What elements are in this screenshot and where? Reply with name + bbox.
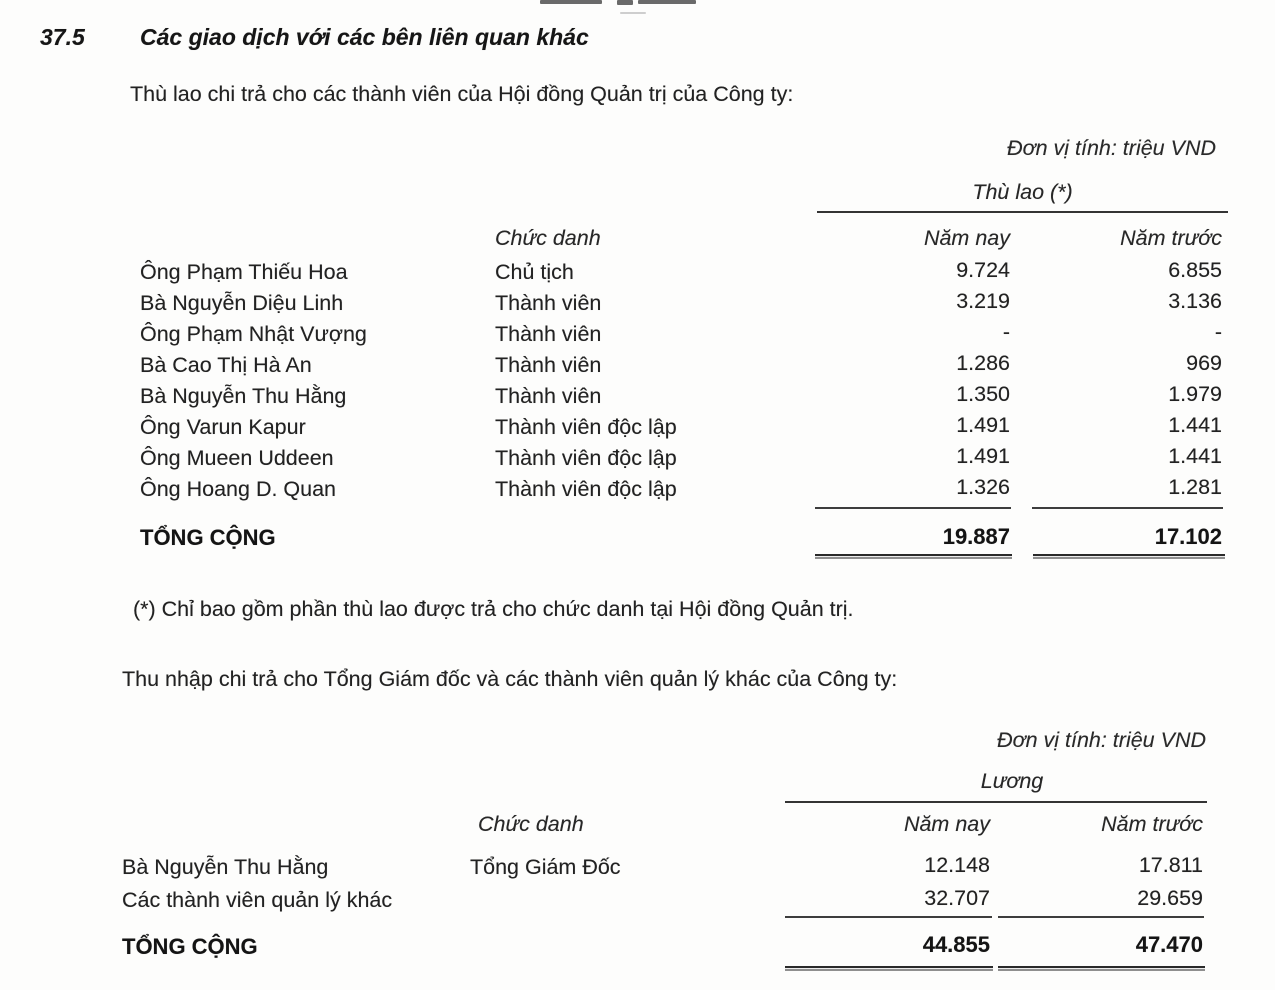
cropped-text-fragment [617, 0, 633, 5]
group-header-thu-lao: Thù lao (*) [972, 180, 1073, 204]
member-title: Thành viên [495, 322, 602, 346]
member-name: Bà Nguyễn Diệu Linh [140, 291, 344, 315]
cropped-text-fragment [638, 0, 696, 4]
column-header-title: Chức danh [495, 226, 601, 250]
value-prior: 1.441 [1168, 413, 1222, 437]
rule-above-total-current-2 [785, 916, 992, 918]
value-current: 1.326 [956, 475, 1010, 499]
column-header-prior-2: Năm trước [1101, 812, 1203, 836]
member-name: Các thành viên quản lý khác [122, 888, 393, 912]
value-prior: 3.136 [1168, 289, 1222, 313]
double-rule-total-prior-2 [998, 966, 1205, 971]
value-prior: 17.811 [1138, 853, 1203, 877]
footnote: (*) Chỉ bao gồm phần thù lao được trả cho chức danh tại Hội đồng Quản trị. [133, 597, 854, 621]
member-name: Ông Mueen Uddeen [140, 446, 334, 470]
value-prior: 969 [1186, 351, 1222, 375]
total-prior-2: 47.470 [1135, 932, 1203, 957]
value-prior: 1.979 [1168, 382, 1222, 406]
value-current: 1.350 [956, 382, 1010, 406]
column-header-current-2: Năm nay [903, 812, 990, 836]
value-current: 9.724 [956, 258, 1010, 282]
total-label: TỔNG CỘNG [140, 525, 276, 550]
column-header-current: Năm nay [923, 226, 1010, 250]
value-prior: - [1214, 320, 1222, 344]
column-header-title-2: Chức danh [478, 812, 584, 836]
member-name: Ông Phạm Thiếu Hoa [140, 260, 348, 284]
group-header-luong: Lương [980, 769, 1044, 793]
member-title: Thành viên [495, 353, 602, 377]
cropped-text-fragment [620, 12, 646, 14]
double-rule-total-current [815, 554, 1012, 559]
total-prior: 17.102 [1154, 524, 1222, 549]
value-current: 12.148 [924, 853, 990, 877]
rule-above-total-current [815, 507, 1011, 509]
rule-under-group-header [817, 211, 1228, 213]
value-current: 32.707 [924, 886, 990, 910]
member-title: Thành viên [495, 291, 602, 315]
member-name: Ông Varun Kapur [140, 415, 306, 439]
total-label-2: TỔNG CỘNG [122, 934, 258, 959]
member-name: Bà Nguyễn Thu Hằng [122, 855, 329, 879]
value-current: 1.491 [956, 413, 1010, 437]
cropped-text-fragment [540, 0, 602, 4]
rule-above-total-prior-2 [998, 916, 1204, 918]
total-current: 19.887 [942, 524, 1010, 549]
value-current: 1.286 [956, 351, 1010, 375]
unit-label-table2: Đơn vị tính: triệu VND [997, 728, 1206, 752]
value-prior: 1.441 [1168, 444, 1222, 468]
unit-label-table1: Đơn vị tính: triệu VND [1007, 136, 1216, 160]
member-title: Tổng Giám Đốc [470, 855, 621, 879]
value-prior: 29.659 [1137, 886, 1203, 910]
value-current: 1.491 [956, 444, 1010, 468]
member-title: Thành viên độc lập [495, 477, 677, 501]
value-current: 3.219 [956, 289, 1010, 313]
double-rule-total-current-2 [785, 966, 993, 971]
section-title: Các giao dịch với các bên liên quan khác [140, 24, 589, 50]
member-name: Bà Nguyễn Thu Hằng [140, 384, 347, 408]
value-current: - [1002, 320, 1010, 344]
section-number: 37.5 [40, 24, 85, 50]
double-rule-total-prior [1033, 554, 1225, 559]
value-prior: 1.281 [1168, 475, 1222, 499]
member-title: Thành viên độc lập [495, 415, 677, 439]
rule-above-total-prior [1032, 507, 1223, 509]
intro-paragraph-1: Thù lao chi trả cho các thành viên của Hội đồng Quản trị của Công ty: [130, 82, 794, 106]
member-title: Thành viên [495, 384, 602, 408]
member-name: Bà Cao Thị Hà An [140, 353, 312, 377]
member-title: Thành viên độc lập [495, 446, 677, 470]
total-current-2: 44.855 [922, 932, 990, 957]
member-name: Ông Hoang D. Quan [140, 477, 337, 501]
member-title: Chủ tịch [495, 260, 574, 284]
intro-paragraph-2: Thu nhập chi trả cho Tổng Giám đốc và các thành viên quản lý khác của Công ty: [122, 667, 898, 691]
member-name: Ông Phạm Nhật Vượng [140, 322, 367, 346]
value-prior: 6.855 [1168, 258, 1222, 282]
column-header-prior: Năm trước [1120, 226, 1222, 250]
rule-under-group-header-2 [785, 801, 1207, 803]
